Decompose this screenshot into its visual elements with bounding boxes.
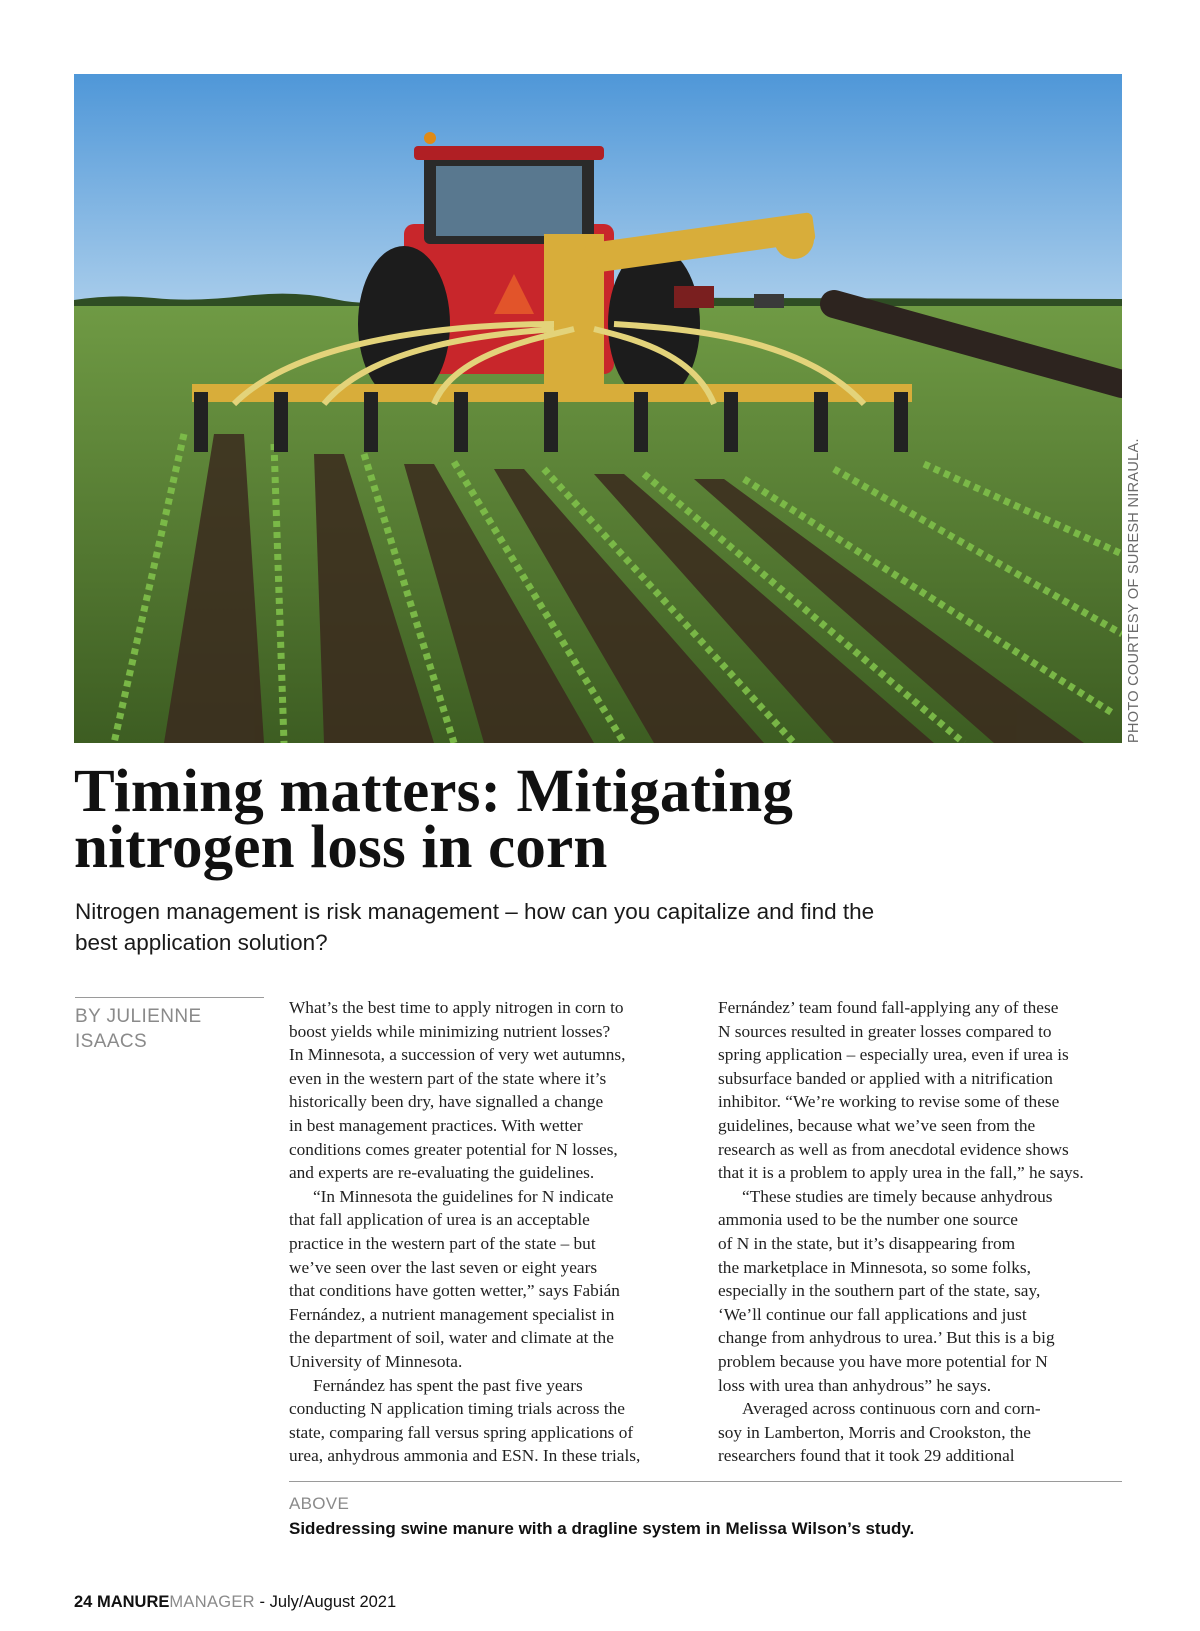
body-line: of N in the state, but it’s disappearing from [718,1233,1016,1253]
byline-line-1: BY JULIENNE [75,1006,202,1027]
body-line: Fernández has spent the past five years [313,1375,583,1395]
body-line: subsurface banded or applied with a nitrification [718,1068,1053,1088]
issue-date: - July/August 2021 [259,1593,397,1611]
body-line: and experts are re-evaluating the guidelines. [289,1163,595,1183]
body-line: researchers found that it took 29 additional [718,1446,1015,1466]
article-headline [74,758,1074,881]
body-column-2 [718,996,1128,1468]
body-line: University of Minnesota. [289,1351,463,1371]
article-deck [75,896,975,958]
body-line: spring application – especially urea, even if urea is [718,1045,1069,1065]
page-footer [74,1591,396,1613]
hero-photo [74,74,1122,743]
body-line: In Minnesota, a succession of very wet autumns, [289,1045,626,1065]
magazine-name-bold: MANURE [96,1593,170,1611]
byline [75,1004,265,1054]
body-line: inhibitor. “We’re working to revise some of these [718,1092,1060,1112]
body-line: we’ve seen over the last seven or eight years [289,1257,598,1277]
body-line: practice in the western part of the state – but [289,1233,596,1253]
body-line: guidelines, because what we’ve seen from the [718,1115,1036,1135]
body-line: conditions comes greater potential for N losses, [289,1139,618,1159]
byline-line-2: ISAACS [75,1031,148,1052]
body-line: Averaged across continuous corn and corn- [742,1399,1041,1419]
body-line: N sources resulted in greater losses compared to [718,1021,1052,1041]
body-line: historically been dry, have signalled a change [289,1092,604,1112]
body-line: boost yields while minimizing nutrient losses? [289,1021,611,1041]
body-line: ammonia used to be the number one source [718,1210,1018,1230]
body-line: What’s the best time to apply nitrogen in corn to [289,998,624,1017]
body-line: ‘We’ll continue our fall applications and just [718,1304,1027,1324]
body-line: change from anhydrous to urea.’ But this is a big [718,1328,1055,1348]
body-line: state, comparing fall versus spring applications of [289,1422,634,1442]
body-line: Fernández’ team found fall-applying any of these [718,998,1059,1017]
headline-line-2: nitrogen loss in corn [74,814,608,881]
body-line: research as well as from anecdotal evidence shows [718,1139,1069,1159]
page-number: 24 [74,1593,93,1611]
body-line: in best management practices. With wetter [289,1115,583,1135]
body-line: soy in Lamberton, Morris and Crookston, the [718,1422,1031,1442]
tractor-field-illustration [74,74,1122,743]
deck-line-2: best application solution? [75,930,328,955]
body-line: even in the western part of the state where it’s [289,1068,607,1088]
body-line: that it is a problem to apply urea in the fall,” he says. [718,1163,1084,1183]
photo-credit: PHOTO COURTESY OF SURESH NIRAULA. [1126,438,1142,743]
body-line: “These studies are timely because anhydrous [742,1186,1053,1206]
caption-divider [289,1481,1122,1482]
caption-text: Sidedressing swine manure with a dragline system in Melissa Wilson’s study. [289,1519,915,1538]
body-line: conducting N application timing trials across the [289,1399,625,1419]
deck-line-1: Nitrogen management is risk management – how can you capitalize and find the [75,899,875,924]
body-line: urea, anhydrous ammonia and ESN. In these trials, [289,1446,641,1466]
body-line: especially in the southern part of the state, say, [718,1281,1041,1301]
body-column-1 [289,996,699,1468]
body-line: that conditions have gotten wetter,” says Fabián [289,1281,620,1301]
body-line: Fernández, a nutrient management specialist in [289,1304,615,1324]
body-line: that fall application of urea is an acceptable [289,1210,590,1230]
body-line: loss with urea than anhydrous” he says. [718,1375,992,1395]
byline-divider [75,997,264,998]
body-line: problem because you have more potential for N [718,1351,1048,1371]
headline-line-1: Timing matters: Mitigating [74,758,794,825]
magazine-name-light: MANAGER [169,1593,255,1611]
body-line: the department of soil, water and climate at the [289,1328,614,1348]
body-line: “In Minnesota the guidelines for N indicate [313,1186,614,1206]
body-line: the marketplace in Minnesota, so some folks, [718,1257,1031,1277]
caption-label: ABOVE [289,1494,350,1513]
